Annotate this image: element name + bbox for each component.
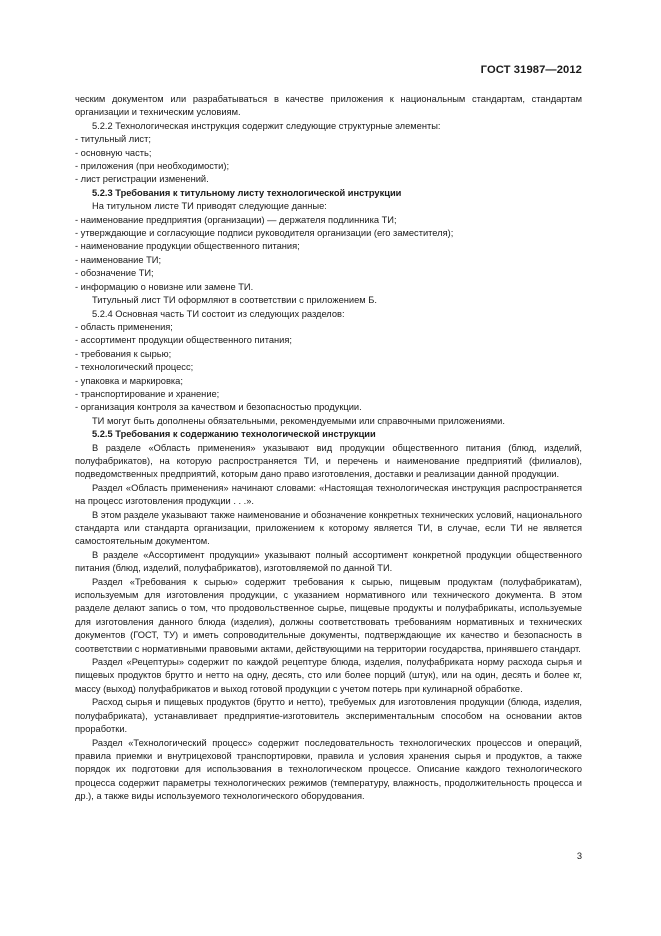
paragraph: ческим документом или разрабатываться в качестве приложения к национальным стандартам, стандартам организации и техническим условиям. bbox=[75, 94, 582, 118]
document-header-id: ГОСТ 31987—2012 bbox=[480, 64, 582, 76]
document-body bbox=[75, 93, 582, 804]
list-item: - организация контроля за качеством и безопасностью продукции. bbox=[75, 402, 362, 413]
paragraph: Расход сырья и пищевых продуктов (брутто и нетто), требуемых для изготовления продукции (блюда, изделия, полуфабриката), устанавливает предприятие-изготовитель экспериментальным способом на основании актов проработки. bbox=[75, 697, 582, 735]
list-item: - ассортимент продукции общественного питания; bbox=[75, 335, 292, 346]
paragraph: Раздел «Технологический процесс» содержит последовательность технологических процессов и операций, правила приемки и внутрицеховой транспортировки, правила и условия хранения сырья и продуктов, а также порядок их подготовки для использования в технологическом процессе. Описание каждого технологического процесса содержит параметры технологических режимов (температуру, влажность, продолжительность процесса и др.), а также виды используемого технологического оборудования. bbox=[75, 737, 582, 802]
list-item: - технологический процесс; bbox=[75, 362, 194, 373]
list-item: - транспортирование и хранение; bbox=[75, 388, 220, 399]
paragraph: На титульном листе ТИ приводят следующие данные: bbox=[92, 201, 327, 212]
paragraph: Раздел «Область применения» начинают словами: «Настоящая технологическая инструкция распространяется на процесс изготовления продукции . . .». bbox=[75, 482, 582, 507]
list-item: - наименование ТИ; bbox=[75, 254, 162, 265]
paragraph: Титульный лист ТИ оформляют в соответствии с приложением Б. bbox=[92, 295, 377, 306]
list-item: - титульный лист; bbox=[75, 134, 151, 145]
list-item: - основную часть; bbox=[75, 147, 152, 158]
list-item: - лист регистрации изменений. bbox=[75, 174, 209, 185]
paragraph: Раздел «Требования к сырью» содержит требования к сырью, пищевым продуктам (полуфабрикатам), используемым для изготовления продукции, с указанием нормативного или технического документа. В этом разделе делают запись о том, что продовольственное сырье, пищевые продукты и полуфабрикаты, используемые для изготовления данного блюда (изделия), должны соответствовать требованиям нормативных и технических документов (ГОСТ, ТУ) и иметь сопроводительные документы, подтверждающие их качество и безопасность в соответствии с нормативными правовыми актами, действующими на территории государства, принявшего стандарт. bbox=[75, 576, 582, 654]
list-item: - информацию о новизне или замене ТИ. bbox=[75, 281, 254, 292]
paragraph: В разделе «Ассортимент продукции» указывают полный ассортимент конкретной продукции общественного питания (блюд, изделий, полуфабрикатов), изготовляемой по данной ТИ. bbox=[75, 549, 582, 574]
list-item: - обозначение ТИ; bbox=[75, 268, 154, 279]
paragraph: 5.2.4 Основная часть ТИ состоит из следующих разделов: bbox=[92, 308, 345, 319]
paragraph: Раздел «Рецептуры» содержит по каждой рецептуре блюда, изделия, полуфабриката норму расхода сырья и пищевых продуктов брутто и нетто на одну, десять, сто или более порций (штук), или на один, десять и более кг, массу (выход) полуфабрикатов и выход готовой продукции с учетом потерь при кулинарной обработке. bbox=[75, 657, 582, 694]
section-heading: 5.2.3 Требования к титульному листу технологической инструкции bbox=[92, 187, 402, 198]
paragraph: В разделе «Область применения» указывают вид продукции общественного питания (блюд, изделий, полуфабрикатов), на которую распространяется ТИ, и перечень и наименование предприятий (филиалов), подведомственных предприятий, которым дано право изготовления, доставки и реализации данной продукции. bbox=[75, 442, 582, 480]
list-item: - приложения (при необходимости); bbox=[75, 161, 230, 172]
section-heading: 5.2.5 Требования к содержанию технологической инструкции bbox=[92, 429, 376, 440]
list-item: - область применения; bbox=[75, 321, 173, 332]
list-item: - упаковка и маркировка; bbox=[75, 375, 183, 386]
list-item: - требования к сырью; bbox=[75, 348, 172, 359]
list-item: - наименование продукции общественного питания; bbox=[75, 241, 300, 252]
paragraph: 5.2.2 Технологическая инструкция содержит следующие структурные элементы: bbox=[92, 120, 441, 131]
list-item: - утверждающие и согласующие подписи руководителя организации (его заместителя); bbox=[75, 228, 454, 239]
paragraph: ТИ могут быть дополнены обязательными, рекомендуемыми или справочными приложениями. bbox=[92, 415, 505, 426]
list-item: - наименование предприятия (организации) — держателя подлинника ТИ; bbox=[75, 214, 397, 225]
paragraph: В этом разделе указывают также наименование и обозначение конкретных технических условий, национального стандарта или стандарта организации, приложением к которому является ТИ, в случае, если ТИ не является самостоятельным документом. bbox=[75, 509, 582, 547]
page-number: 3 bbox=[576, 851, 582, 861]
